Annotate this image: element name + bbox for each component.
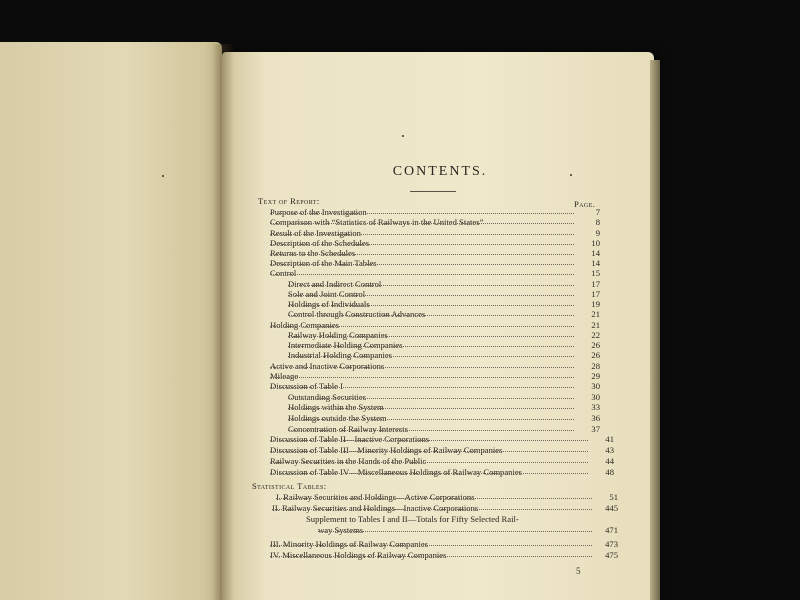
toc-entry-page: 9	[595, 228, 600, 238]
toc-entry-page: 473	[605, 539, 618, 549]
contents-title: CONTENTS.	[392, 164, 488, 179]
toc-entry-page: 33	[591, 402, 600, 412]
toc-entry-page: 28	[591, 361, 600, 371]
toc-entry-label: Result of the Investigation	[270, 228, 361, 238]
toc-entry-label: Control	[270, 268, 297, 278]
toc-entry-page: 19	[591, 299, 600, 309]
toc-entry-label: Discussion of Table I	[270, 381, 343, 391]
toc-entry-label: Outstanding Securities	[288, 392, 367, 402]
toc-entry-page: 51	[609, 492, 618, 502]
toc-entry-page: 44	[605, 456, 614, 466]
toc-entry-page: 21	[591, 320, 600, 330]
toc-entry-label: Railway Securities in the Hands of the Public	[270, 456, 427, 466]
toc-entry-page: 29	[591, 371, 600, 381]
toc-entry-page: 48	[605, 467, 614, 477]
toc-entry-page: 43	[605, 445, 614, 455]
toc-entry-page: 475	[605, 550, 618, 560]
toc-entry-label: Discussion of Table III—Minority Holdings of Railway Companies	[270, 445, 503, 455]
toc-entry-page: 17	[591, 279, 600, 289]
toc-entry-label: way Systems	[318, 525, 364, 535]
toc-entry-label: Industrial Holding Companies	[288, 350, 393, 360]
toc-entry-label: Returns to the Schedules	[270, 248, 356, 258]
page-number: 5	[576, 566, 581, 576]
toc-entry-label: Supplement to Tables I and II—Totals for Fifty Selected Rail-	[306, 514, 519, 524]
toc-entry-page: 10	[591, 238, 600, 248]
toc-entry-page: 471	[605, 525, 618, 535]
toc-entry-page: 15	[591, 268, 600, 278]
toc-entry-label: Direct and Indirect Control	[288, 279, 382, 289]
toc-entry-label: Holdings outside the System	[288, 413, 387, 423]
toc-entry-label: IV. Miscellaneous Holdings of Railway Companies	[270, 550, 447, 560]
toc-entry-page: 22	[591, 330, 600, 340]
toc-entry-label: Holding Companies	[270, 320, 339, 330]
toc-entry-page: 14	[591, 258, 600, 268]
toc-entry-page: 26	[591, 350, 600, 360]
toc-entry-label: Holdings within the System	[288, 402, 384, 412]
toc-entry-label: III. Minority Holdings of Railway Companies	[270, 539, 429, 549]
toc-entry-page: 30	[591, 392, 600, 402]
section-heading: Statistical Tables:	[252, 481, 327, 491]
toc-entry-page: 36	[591, 413, 600, 423]
toc-entry-page: 26	[591, 340, 600, 350]
toc-entry-label: Discussion of Table II—Inactive Corporations	[270, 434, 430, 444]
toc-entry-label: Railway Holding Companies	[288, 330, 388, 340]
toc-entry-label: Control through Construction Advances	[288, 309, 426, 319]
toc-entry-label: I. Railway Securities and Holdings—Active Corporations	[276, 492, 475, 502]
page-column-header: Page.	[574, 199, 596, 209]
toc-entry-label: Purpose of the Investigation	[270, 207, 367, 217]
toc-entry-page: 30	[591, 381, 600, 391]
toc-entry-label: Discussion of Table IV—Miscellaneous Holdings of Railway Companies	[270, 467, 523, 477]
toc-entry-page: 14	[591, 248, 600, 258]
toc-entry-label: Active and Inactive Corporations	[270, 361, 385, 371]
toc-entry-page: 8	[595, 217, 600, 227]
toc-entry-page: 37	[591, 424, 600, 434]
toc-entry-page: 17	[591, 289, 600, 299]
toc-entry-label: Description of the Schedules	[270, 238, 370, 248]
toc-entry-label: Concentration of Railway Interests	[288, 424, 409, 434]
toc-entry-page: 41	[605, 434, 614, 444]
toc-entry-label: Comparison with “Statistics of Railways in the United States”	[270, 217, 484, 227]
section-heading: Text of Report:	[258, 196, 320, 206]
toc-entry-page: 445	[605, 503, 618, 513]
toc-entry-label: II. Railway Securities and Holdings—Inactive Corporations	[272, 503, 479, 513]
toc-entry-page: 7	[595, 207, 600, 217]
toc-entry-page: 21	[591, 309, 600, 319]
toc-entry-label: Intermediate Holding Companies	[288, 340, 403, 350]
toc-entry-label: Mileage	[270, 371, 299, 381]
toc-entry-label: Sole and Joint Control	[288, 289, 366, 299]
toc-entry-label: Description of the Main Tables	[270, 258, 377, 268]
toc-entry-label: Holdings of Individuals	[288, 299, 370, 309]
